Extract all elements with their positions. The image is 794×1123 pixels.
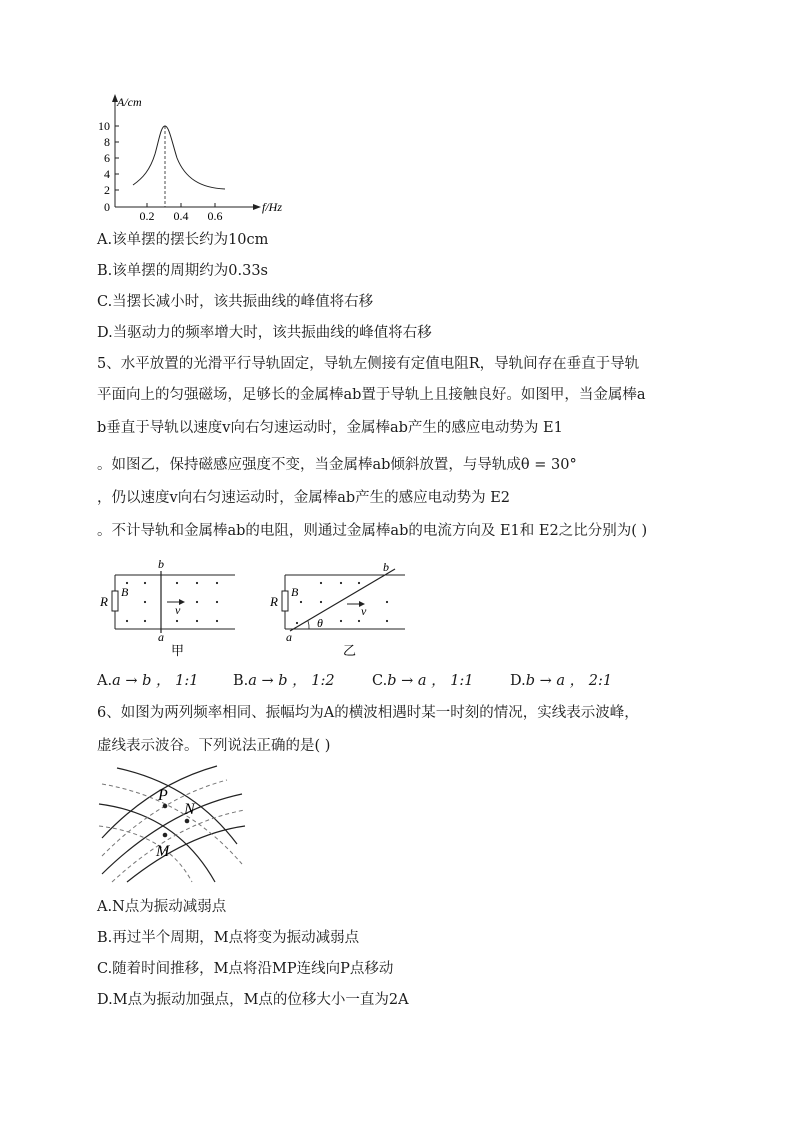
- q5-option-c: C.b → a ， 1:1: [372, 673, 474, 689]
- svg-text:a: a: [158, 630, 164, 644]
- svg-text:θ: θ: [317, 616, 323, 630]
- y-ticks: [98, 119, 119, 214]
- wave-interference-figure: [97, 764, 247, 884]
- q5-option-b: B.a → b ， 1:2: [233, 673, 335, 689]
- x-tick-0.4: 0.4: [173, 209, 189, 222]
- q5-stem-line-3: b垂直于导轨以速度v向右匀速运动时，金属棒ab产生的感应电动势为 E1: [97, 420, 563, 436]
- q5-stem-line-4: 。如图乙，保持磁感应强度不变，当金属棒ab倾斜放置，与导轨成θ = 30°: [97, 457, 577, 473]
- x-tick-0.2: 0.2: [139, 209, 155, 222]
- svg-text:b: b: [158, 557, 164, 571]
- svg-text:a: a: [286, 630, 292, 644]
- y-tick-10: 10: [98, 119, 110, 133]
- q4-option-b: B.该单摆的周期约为0.33s: [97, 263, 268, 279]
- svg-text:v: v: [175, 603, 181, 617]
- q6-option-a: A.N点为振动减弱点: [97, 899, 227, 915]
- x-tick-0.6: 0.6: [207, 209, 223, 222]
- svg-text:M: M: [156, 843, 170, 860]
- resonance-curve-graph: [95, 92, 305, 222]
- svg-text:B: B: [121, 585, 129, 599]
- point-p: [163, 804, 168, 809]
- svg-text:v: v: [361, 604, 367, 618]
- point-m: [163, 833, 168, 838]
- svg-text:R: R: [270, 594, 278, 609]
- x-ticks: [140, 203, 223, 222]
- figure-yi: [269, 560, 405, 658]
- y-tick-2: 2: [104, 183, 110, 197]
- q6-stem-line-1: 6、如图为两列频率相同、振幅均为A的横波相遇时某一时刻的情况，实线表示波峰，: [97, 705, 639, 721]
- x-axis-label: f/Hz: [262, 200, 283, 214]
- q5-option-d: D.b → a ， 2:1: [510, 673, 613, 689]
- q6-stem-line-2: 虚线表示波谷。下列说法正确的是( ): [97, 738, 331, 754]
- resonance-curve: [133, 126, 225, 189]
- q5-stem-line-1: 5、水平放置的光滑平行导轨固定，导轨左侧接有定值电阻R，导轨间存在垂直于导轨: [97, 356, 640, 372]
- resistor-r-left: [112, 591, 118, 611]
- q4-option-d: D.当驱动力的频率增大时，该共振曲线的峰值将右移: [97, 325, 432, 341]
- caption-yi: 乙: [343, 643, 357, 658]
- rail-circuit-figure: [97, 557, 427, 662]
- y-axis-label: A/cm: [117, 95, 142, 109]
- y-tick-6: 6: [104, 151, 110, 165]
- resistor-r-right: [282, 591, 288, 611]
- point-n: [185, 819, 190, 824]
- svg-text:P: P: [158, 787, 168, 804]
- svg-text:b: b: [383, 560, 389, 574]
- svg-text:R: R: [100, 594, 108, 609]
- x-axis-arrow: [253, 204, 261, 210]
- figure-jia: [99, 557, 235, 658]
- q6-option-b: B.再过半个周期，M点将变为振动减弱点: [97, 930, 360, 946]
- svg-text:B: B: [291, 585, 299, 599]
- y-tick-0: 0: [104, 200, 110, 214]
- q5-stem-line-2: 平面向上的匀强磁场，足够长的金属棒ab置于导轨上且接触良好。如图甲，当金属棒a: [97, 387, 646, 403]
- q6-option-c: C.随着时间推移，M点将沿MP连线向P点移动: [97, 961, 394, 977]
- q5-option-a: A.a → b ， 1:1: [97, 673, 199, 689]
- y-tick-8: 8: [104, 135, 110, 149]
- q5-stem-line-5: ，仍以速度v向右匀速运动时，金属棒ab产生的感应电动势为 E2: [97, 490, 511, 506]
- rod-ab-right: [290, 569, 395, 631]
- q6-option-d: D.M点为振动加强点，M点的位移大小一直为2A: [97, 992, 409, 1008]
- q4-option-a: A.该单摆的摆长约为10cm: [97, 232, 269, 248]
- y-tick-4: 4: [104, 167, 110, 181]
- q5-stem-line-6: 。不计导轨和金属棒ab的电阻，则通过金属棒ab的电流方向及 E1和 E2之比分别为( ): [97, 523, 648, 539]
- caption-jia: 甲: [171, 643, 185, 658]
- svg-text:N: N: [184, 801, 195, 818]
- q4-option-c: C.当摆长减小时，该共振曲线的峰值将右移: [97, 294, 374, 310]
